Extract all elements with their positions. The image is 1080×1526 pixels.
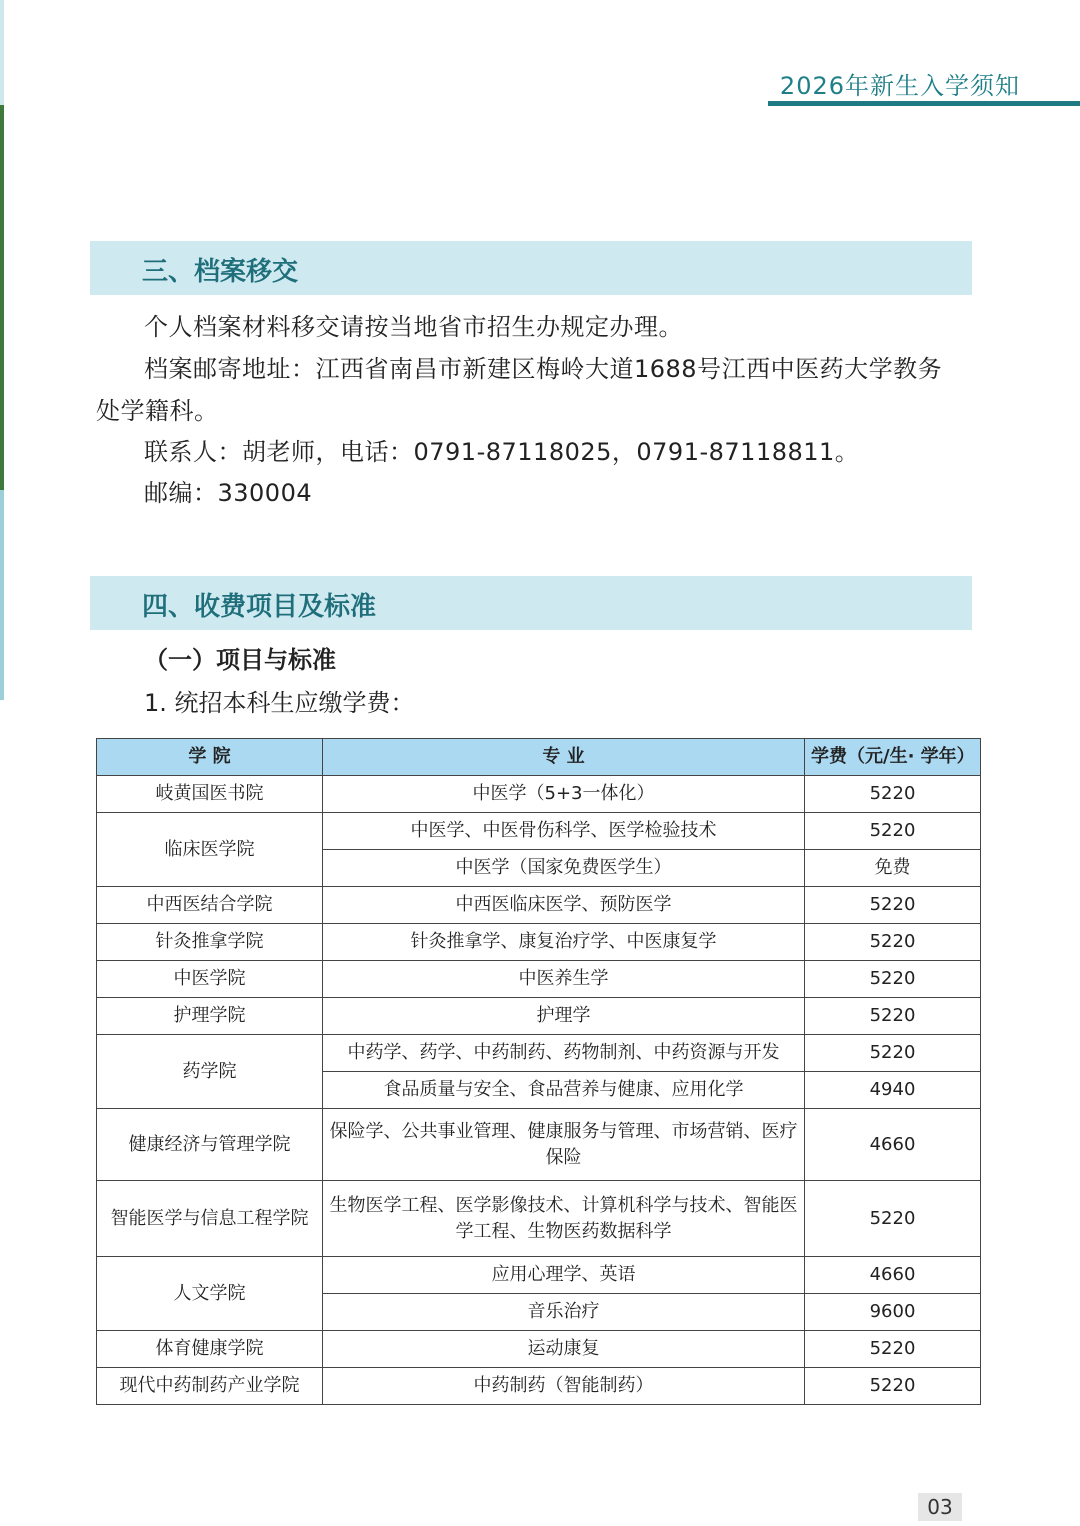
section-heading-bar (90, 241, 972, 295)
college-cell: 药学院 (97, 1035, 323, 1109)
college-cell: 中西医结合学院 (97, 887, 323, 924)
major-cell: 保险学、公共事业管理、健康服务与管理、市场营销、医疗保险 (323, 1109, 805, 1181)
major-cell: 生物医学工程、医学影像技术、计算机科学与技术、智能医学工程、生物医药数据科学 (323, 1181, 805, 1257)
header-major: 专 业 (323, 739, 805, 776)
college-cell: 护理学院 (97, 998, 323, 1035)
major-cell: 中医学、中医骨伤科学、医学检验技术 (323, 813, 805, 850)
archive-postcode: 邮编：330004 (144, 479, 313, 507)
page-number: 03 (918, 1493, 962, 1521)
table-row (97, 1331, 981, 1368)
table-row (97, 1257, 981, 1294)
table-row (97, 961, 981, 998)
table-row (97, 1368, 981, 1405)
college-cell: 人文学院 (97, 1257, 323, 1331)
table-row (97, 1109, 981, 1181)
fee-cell: 4660 (805, 1109, 981, 1181)
major-cell: 中西医临床医学、预防医学 (323, 887, 805, 924)
fee-cell: 5220 (805, 961, 981, 998)
college-cell: 现代中药制药产业学院 (97, 1368, 323, 1405)
table-row (97, 924, 981, 961)
major-cell: 中医养生学 (323, 961, 805, 998)
table-row (97, 776, 981, 813)
table-header-row (97, 739, 981, 776)
page-header-title: 2026年新生入学须知 (779, 72, 1020, 100)
table-row (97, 887, 981, 924)
major-cell: 针灸推拿学、康复治疗学、中医康复学 (323, 924, 805, 961)
fee-cell: 4660 (805, 1257, 981, 1294)
college-cell: 临床医学院 (97, 813, 323, 887)
college-cell: 中医学院 (97, 961, 323, 998)
table-row (97, 998, 981, 1035)
fee-cell: 9600 (805, 1294, 981, 1331)
decorative-left-strip (0, 0, 4, 700)
archive-instruction: 个人档案材料移交请按当地省市招生办规定办理。 (144, 313, 683, 341)
major-cell: 中医学（5+3一体化） (323, 776, 805, 813)
table-row (97, 1035, 981, 1072)
major-cell: 食品质量与安全、食品营养与健康、应用化学 (323, 1072, 805, 1109)
header-college: 学 院 (97, 739, 323, 776)
major-cell: 中药制药（智能制药） (323, 1368, 805, 1405)
header-fee: 学费（元/生· 学年） (805, 739, 981, 776)
fee-cell: 5220 (805, 813, 981, 850)
major-cell: 音乐治疗 (323, 1294, 805, 1331)
fee-cell: 5220 (805, 1035, 981, 1072)
fee-list-caption: 1. 统招本科生应缴学费： (144, 689, 415, 717)
archive-contact: 联系人：胡老师，电话：0791-87118025，0791-87118811。 (144, 438, 860, 466)
college-cell: 智能医学与信息工程学院 (97, 1181, 323, 1257)
tuition-table (96, 738, 981, 1405)
fee-cell: 5220 (805, 998, 981, 1035)
section-4-heading: 四、收费项目及标准 (142, 592, 377, 622)
subsection-heading: （一）项目与标准 (144, 646, 336, 674)
fee-cell: 5220 (805, 1368, 981, 1405)
table-row (97, 1181, 981, 1257)
fee-cell: 5220 (805, 924, 981, 961)
fee-cell: 5220 (805, 1181, 981, 1257)
fee-cell: 5220 (805, 1331, 981, 1368)
major-cell: 护理学 (323, 998, 805, 1035)
fee-cell: 5220 (805, 776, 981, 813)
header-divider (768, 101, 1080, 106)
archive-address: 档案邮寄地址：江西省南昌市新建区梅岭大道1688号江西中医药大学教务 (144, 355, 943, 383)
college-cell: 健康经济与管理学院 (97, 1109, 323, 1181)
fee-cell: 5220 (805, 887, 981, 924)
section-3-heading: 三、档案移交 (142, 257, 299, 287)
major-cell: 运动康复 (323, 1331, 805, 1368)
fee-cell: 免费 (805, 850, 981, 887)
table-row (97, 813, 981, 850)
college-cell: 针灸推拿学院 (97, 924, 323, 961)
major-cell: 中医学（国家免费医学生） (323, 850, 805, 887)
major-cell: 中药学、药学、中药制药、药物制剂、中药资源与开发 (323, 1035, 805, 1072)
major-cell: 应用心理学、英语 (323, 1257, 805, 1294)
section-heading-bar (90, 576, 972, 630)
archive-address-cont: 处学籍科。 (96, 397, 219, 425)
college-cell: 岐黄国医书院 (97, 776, 323, 813)
college-cell: 体育健康学院 (97, 1331, 323, 1368)
fee-cell: 4940 (805, 1072, 981, 1109)
